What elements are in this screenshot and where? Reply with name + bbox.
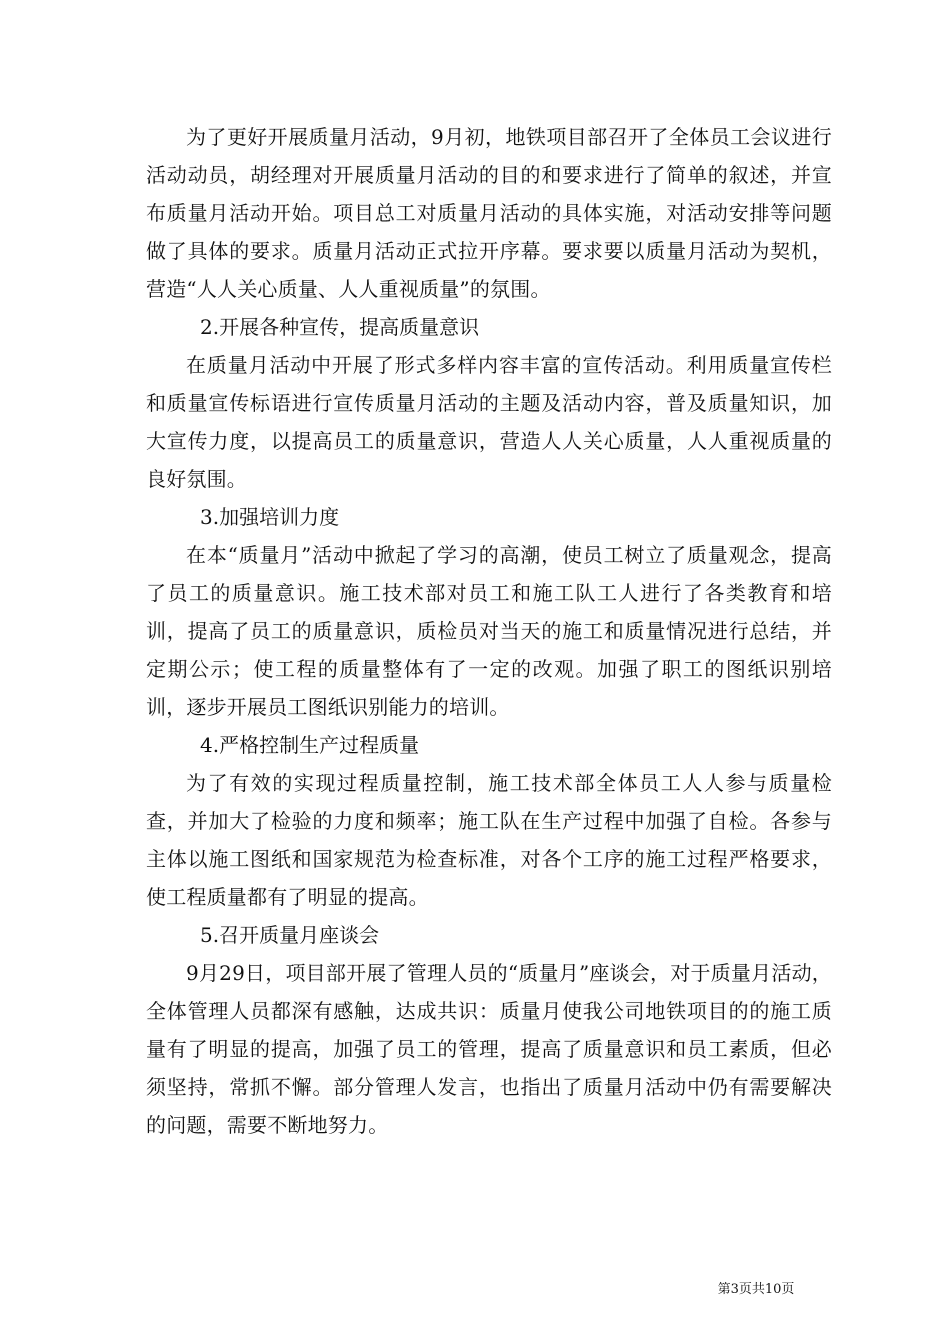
paragraph: 为了更好开展质量月活动，9月初，地铁项目部召开了全体员工会议进行活动动员，胡经理对开展质量月活动的目的和要求进行了简单的叙述，并宣布质量月活动开始。项目总工对质量月活动的具体实施，对活动安排等问题做了具体的要求。质量月活动正式拉开序幕。要求要以质量月活动为契机，营造“人人关心质量、人人重视质量”的氛围。 (146, 125, 832, 301)
paragraph: 在质量月活动中开展了形式多样内容丰富的宣传活动。利用质量宣传栏和质量宣传标语进行宣传质量月活动的主题及活动内容，普及质量知识，加大宣传力度，以提高员工的质量意识，营造人人关心质量，人人重视质量的良好氛围。 (146, 353, 832, 491)
section-heading: 3.加强培训力度 (200, 505, 340, 529)
paragraph: 在本“质量月”活动中掀起了学习的高潮，使员工树立了质量观念，提高了员工的质量意识。施工技术部对员工和施工队工人进行了各类教育和培训，提高了员工的质量意识，质检员对当天的施工和质量情况进行总结，并定期公示；使工程的质量整体有了一定的改观。加强了职工的图纸识别培训，逐步开展员工图纸识别能力的培训。 (146, 543, 832, 719)
paragraph: 9月29日，项目部开展了管理人员的“质量月”座谈会，对于质量月活动，全体管理人员都深有感触，达成共识：质量月使我公司地铁项目的的施工质量有了明显的提高，加强了员工的管理，提高了质量意识和员工素质，但必须坚持，常抓不懈。部分管理人发言，也指出了质量月活动中仍有需要解决的问题，需要不断地努力。 (146, 961, 832, 1137)
paragraph: 为了有效的实现过程质量控制，施工技术部全体员工人人参与质量检查，并加大了检验的力度和频率；施工队在生产过程中加强了自检。各参与主体以施工图纸和国家规范为检查标准，对各个工序的施工过程严格要求，使工程质量都有了明显的提高。 (146, 771, 832, 909)
page-number: 第3页共10页 (717, 1282, 795, 1297)
section-heading: 5.召开质量月座谈会 (200, 923, 380, 947)
page-footer (0, 1282, 950, 1298)
document-body (146, 118, 832, 1144)
section-heading: 4.严格控制生产过程质量 (200, 733, 420, 757)
section-heading: 2.开展各种宣传，提高质量意识 (200, 315, 480, 339)
